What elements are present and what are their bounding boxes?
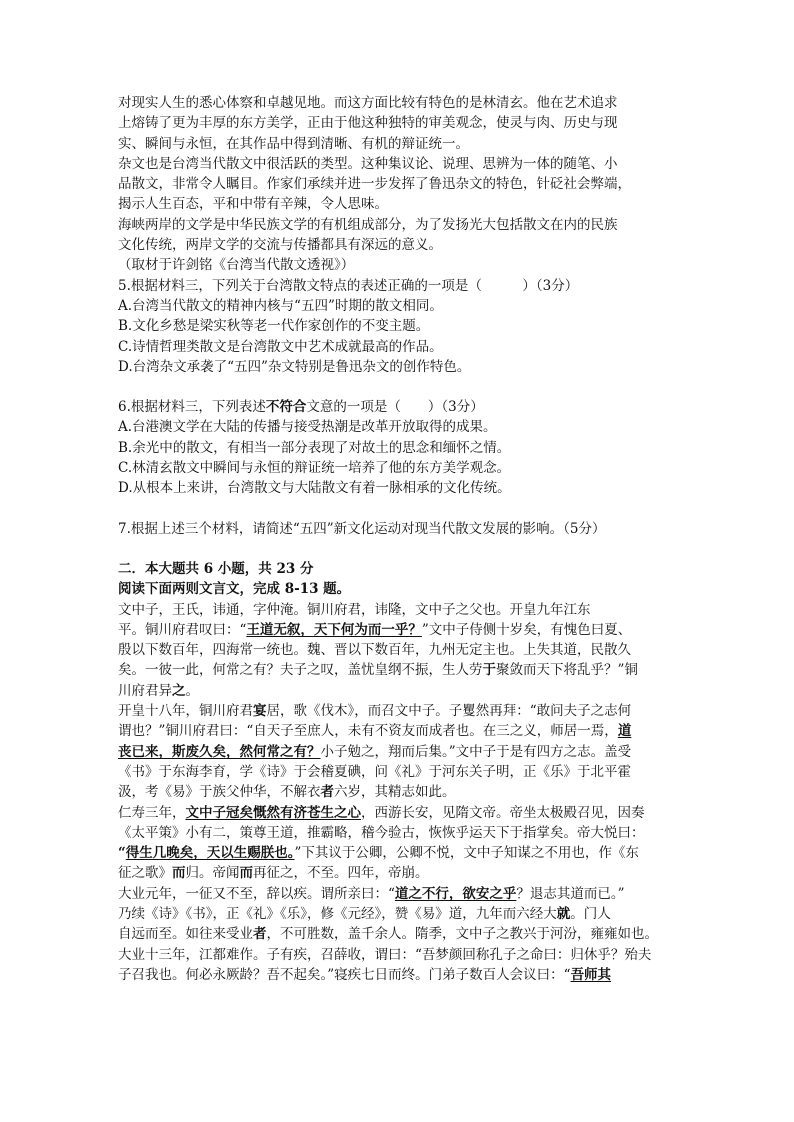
text-line: 殷以下数百年，四海常一统也。魏、晋以下数百年，九州无定主也。上失其道，民散久 xyxy=(118,642,631,659)
text-span: 开皇十八年，铜川府君 xyxy=(118,703,253,720)
underlined-sentence: 道 xyxy=(617,723,632,740)
option-d: D.从根本上来讲，台湾散文与大陆散文有着一脉相承的文化传统。 xyxy=(118,480,511,497)
text-span: 。 xyxy=(185,682,199,699)
text-line xyxy=(118,965,680,985)
bold-word: 而 xyxy=(172,865,186,882)
question-7: 7.根据上述三个材料，请简述“五四”新文化运动对现当代散文发展的影响。（5分） xyxy=(118,520,606,537)
document-page xyxy=(118,93,680,985)
option-b: B.余光中的散文，有相当一部分表现了对故土的思念和缅怀之情。 xyxy=(118,439,511,456)
option-d: D.台湾杂文承袭了“五四”杂文特别是鲁迅杂文的创作特色。 xyxy=(118,358,471,375)
question-stem: 5.根据材料三，下列关于台湾散文特点的表述正确的一项是（ ）（3分） xyxy=(118,277,579,294)
text-line xyxy=(118,884,680,904)
text-span: 大业元年，一征又不至，辞以疾。谓所亲曰：“ xyxy=(118,885,395,902)
text-line: 《书》于东海李育，学《诗》于会稽夏碘，问《礼》于河东关子明，正《乐》于北平霍 xyxy=(118,763,631,780)
text-span: 汲，考《易》于族父仲华，不解衣 xyxy=(118,784,321,801)
text-line xyxy=(118,843,680,863)
text-span: 归。帝闻 xyxy=(185,865,240,882)
text-line: 实、瞬间与永恒，在其作品中得到清晰、有机的辩证统一。 xyxy=(118,135,469,152)
text-span: 子召我也。何必永厥龄？吾不起矣。”寝疾七日而终。门弟子数百人会议曰：“ xyxy=(118,966,571,983)
text-line xyxy=(118,803,680,823)
text-span: 小子勉之，翔而后集。”文中子于是有四方之志。盖受 xyxy=(320,743,632,760)
option-c: C.林清玄散文中瞬间与永恒的辩证统一培养了他的东方美学观念。 xyxy=(118,460,511,477)
text-line xyxy=(118,904,680,924)
stem-text: 6.根据材料三，下列表述 xyxy=(118,399,266,416)
text-span: ，不可胜数，盖千余人。隋季，文中子之教兴于河汾，雍雍如也。 xyxy=(266,926,658,943)
text-span: 。门人 xyxy=(570,905,611,922)
bold-word: 者 xyxy=(253,926,267,943)
option-c: C.诗情哲理类散文是台湾散文中艺术成就最高的作品。 xyxy=(118,338,443,355)
text-line xyxy=(118,681,680,701)
underlined-sentence: 道之不行，欲安之乎 xyxy=(394,885,517,902)
text-line: 对现实人生的悉心体察和卓越见地。而这方面比较有特色的是林清玄。他在艺术追求 xyxy=(118,95,618,111)
bold-word: 宴 xyxy=(253,703,267,720)
text-span: ”下其议于公卿，公卿不悦，文中子知谋之不用也，作《东 xyxy=(294,845,639,862)
question-6 xyxy=(118,397,680,498)
option-a: A.台湾当代散文的精神内核与“五四”时期的散文相同。 xyxy=(118,297,443,314)
text-span: 平。铜川府君叹曰：“ xyxy=(118,621,247,638)
text-line: 上熔铸了更为丰厚的东方美学，正由于他这种独特的审美观念，使灵与肉、历史与现 xyxy=(118,115,618,132)
text-line xyxy=(118,863,680,883)
text-span: 居，歌《伐木》，而召文中子。子矍然再拜：“敢问夫子之志何 xyxy=(266,703,632,720)
text-line: 杂文也是台湾当代散文中很活跃的类型。这种集议论、说理、思辨为一体的随笔、小 xyxy=(118,155,618,172)
underlined-sentence: 丧已来，斯废久矣，然何常之有？ xyxy=(118,743,321,760)
underlined-sentence: 王道无叙，天下何为而一乎？ xyxy=(246,621,422,638)
underlined-sentence: 得生几晚矣，天以生赐朕也。 xyxy=(125,845,295,862)
text-line xyxy=(118,701,680,721)
text-line: 海峡两岸的文学是中华民族文学的有机组成部分，为了发扬光大包括散文在内的民族 xyxy=(118,216,618,233)
source-citation: （取材于许剑铭《台湾当代散文透视》） xyxy=(118,257,355,274)
emphasis-text: 不符合 xyxy=(265,399,307,416)
option-b: B.文化乡愁是梁实秋等老一代作家创作的不变主题。 xyxy=(118,318,430,335)
bold-word: 之 xyxy=(172,682,186,699)
text-line xyxy=(118,742,680,762)
text-span: 川府君异 xyxy=(118,682,172,699)
text-line: 大业十三年，江都难作。子有疾，召薛收，谓曰：“吾梦颜回称孔子之命曰：归休乎？殆夫 xyxy=(118,946,652,963)
quote-mark: “ xyxy=(118,845,126,862)
section-instruction: 阅读下面两则文言文，完成 8-13 题。 xyxy=(118,581,351,598)
text-span: 仁寿三年， xyxy=(118,804,186,821)
text-line xyxy=(118,782,680,802)
option-a: A.台港澳文学在大陆的传播与接受热潮是改革开放取得的成果。 xyxy=(118,419,497,436)
text-line xyxy=(118,620,680,640)
text-span: ，西游长安，见隋文帝。帝坐太极殿召见，因奏 xyxy=(361,804,645,821)
text-line: 文化传统，两岸文学的交流与传播都具有深远的意义。 xyxy=(118,237,442,254)
text-span: ？退志其道而已。” xyxy=(516,885,625,902)
bold-word: 就 xyxy=(556,905,571,922)
bold-word: 于 xyxy=(482,662,496,679)
stem-text: 文意的一项是（ ）（3分） xyxy=(306,399,484,416)
classical-passage xyxy=(118,600,680,986)
text-line xyxy=(118,660,680,680)
bold-word: 者 xyxy=(320,784,334,801)
text-line: 揭示人生百态，平和中带有辛辣，令人思味。 xyxy=(118,196,388,213)
text-span: 谓也？”铜川府君曰：“自天子至庶人，未有不资友而成者也。在三之义，师居一焉， xyxy=(118,723,618,740)
text-line: 品散文，非常令人瞩目。作家们承续并进一步发挥了鲁迅杂文的特色，针砭社会弊端， xyxy=(118,176,631,193)
text-span: 再征之，不至。四年，帝崩。 xyxy=(253,865,429,882)
text-line xyxy=(118,721,680,741)
text-span: 乃续《诗》《书》，正《礼》《乐》，修《元经》，赞《易》道，九年而六经大 xyxy=(118,905,557,922)
text-line xyxy=(118,924,680,944)
bold-word: 而 xyxy=(239,865,253,882)
underlined-sentence: 文中子冠矣慨然有济苍生之心 xyxy=(185,804,361,821)
text-span: 自远而至。如往来受业 xyxy=(118,926,253,943)
text-span: 聚敛而天下将乱乎？”铜 xyxy=(496,662,638,679)
question-5 xyxy=(118,276,680,377)
section-title: 二．本大题共 6 小题，共 23 分 xyxy=(118,560,314,577)
text-span: 矣。一彼一此，何常之有？夫子之叹，盖忧皇纲不振，生人劳 xyxy=(118,662,483,679)
question-stem xyxy=(118,397,680,417)
intro-passage xyxy=(118,93,680,276)
text-span: ”文中子侍侧十岁矣，有愧色曰夏、 xyxy=(421,621,632,638)
text-line: 文中子，王氏，讳通，字仲淹。铜川府君，讳隆，文中子之父也。开皇九年江东 xyxy=(118,601,591,618)
text-span: 六岁，其精志如此。 xyxy=(334,784,456,801)
underlined-sentence: 吾师其 xyxy=(570,966,612,983)
text-span: 征之歌》 xyxy=(118,865,172,882)
text-line: 《太平策》小有二，策尊王道，推霸略，稽今验古，恢恢乎运天下于指掌矣。帝大悦曰： xyxy=(118,824,645,841)
